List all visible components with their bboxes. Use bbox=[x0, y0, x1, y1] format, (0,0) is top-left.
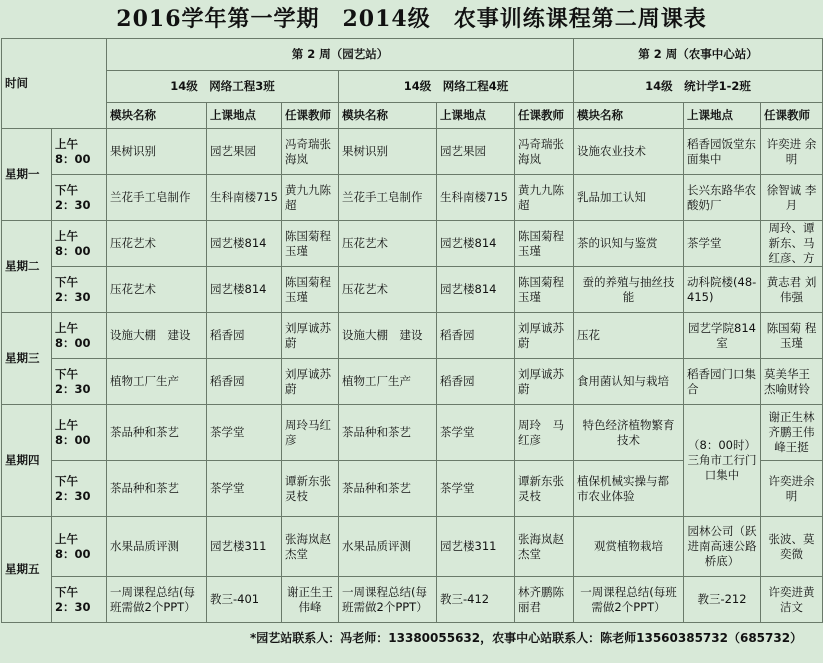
module-cell: 兰花手工皂制作 bbox=[339, 175, 437, 221]
session-pm: 下午 2：30 bbox=[52, 359, 107, 405]
module-cell: 一周课程总结(每班需做2个PPT） bbox=[574, 577, 684, 623]
location-cell: 茶学堂 bbox=[207, 461, 282, 517]
schedule-table bbox=[1, 38, 823, 623]
teacher-cell: 谭新东张灵枝 bbox=[515, 461, 574, 517]
teacher-cell: 黄九九陈超 bbox=[282, 175, 339, 221]
location-cell: 稻香园 bbox=[437, 359, 515, 405]
module-cell: 一周课程总结(每班需做2个PPT） bbox=[339, 577, 437, 623]
module-cell: 特色经济植物繁育技术 bbox=[574, 405, 684, 461]
teacher-cell: 林齐鹏陈丽君 bbox=[515, 577, 574, 623]
module-cell: 兰花手工皂制作 bbox=[107, 175, 207, 221]
location-cell: 茶学堂 bbox=[437, 405, 515, 461]
module-cell: 蚕的养殖与抽丝技能 bbox=[574, 267, 684, 313]
location-cell: 生科南楼715 bbox=[437, 175, 515, 221]
module-cell: 植物工厂生产 bbox=[107, 359, 207, 405]
contact-footer: *园艺站联系人：冯老师：13380055632，农事中心站联系人：陈老师13560385732（685732） bbox=[250, 631, 803, 645]
location-cell: 动科院楼(48-415) bbox=[684, 267, 761, 313]
session-am: 上午 8：00 bbox=[52, 517, 107, 577]
module-cell: 设施农业技术 bbox=[574, 129, 684, 175]
session-pm: 下午 2：30 bbox=[52, 461, 107, 517]
col-module-1: 模块名称 bbox=[107, 103, 207, 129]
location-cell: 生科南楼715 bbox=[207, 175, 282, 221]
module-cell: 设施大棚 建设 bbox=[107, 313, 207, 359]
teacher-cell: 陈国菊程玉瑾 bbox=[515, 267, 574, 313]
teacher-cell: 周玲 马红彦 bbox=[515, 405, 574, 461]
col-location-2: 上课地点 bbox=[437, 103, 515, 129]
module-cell: 压花艺术 bbox=[339, 221, 437, 267]
table-row bbox=[2, 405, 823, 461]
teacher-cell: 许奕进 余明 bbox=[761, 129, 823, 175]
location-cell: 园艺果园 bbox=[207, 129, 282, 175]
teacher-cell: 刘厚诚苏蔚 bbox=[515, 313, 574, 359]
location-cell: 园艺楼814 bbox=[437, 221, 515, 267]
module-cell: 压花艺术 bbox=[339, 267, 437, 313]
location-cell: 教三-401 bbox=[207, 577, 282, 623]
module-cell: 果树识别 bbox=[339, 129, 437, 175]
module-cell: 压花艺术 bbox=[107, 221, 207, 267]
module-cell: 一周课程总结(每班需做2个PPT） bbox=[107, 577, 207, 623]
time-header: 时间 bbox=[2, 39, 107, 129]
col-location-1: 上课地点 bbox=[207, 103, 282, 129]
module-cell: 茶品种和茶艺 bbox=[339, 405, 437, 461]
location-cell: 教三-412 bbox=[437, 577, 515, 623]
module-cell: 茶品种和茶艺 bbox=[107, 461, 207, 517]
location-cell: 稻香园 bbox=[207, 359, 282, 405]
module-cell: 水果品质评测 bbox=[339, 517, 437, 577]
week-header-yuanyi: 第 2 周（园艺站） bbox=[107, 39, 574, 71]
class-header-3: 14级 统计学1-2班 bbox=[574, 71, 823, 103]
location-cell: 茶学堂 bbox=[207, 405, 282, 461]
module-cell: 植物工厂生产 bbox=[339, 359, 437, 405]
module-cell: 压花艺术 bbox=[107, 267, 207, 313]
table-row bbox=[2, 517, 823, 577]
day-label: 星期三 bbox=[2, 313, 52, 405]
module-cell: 水果品质评测 bbox=[107, 517, 207, 577]
module-cell: 观赏植物栽培 bbox=[574, 517, 684, 577]
module-cell: 乳品加工认知 bbox=[574, 175, 684, 221]
teacher-cell: 黄志君 刘伟强 bbox=[761, 267, 823, 313]
teacher-cell: 莫美华王杰喻财铃 bbox=[761, 359, 823, 405]
location-cell: 园艺楼814 bbox=[437, 267, 515, 313]
module-cell: 茶的识知与鉴赏 bbox=[574, 221, 684, 267]
location-cell: 园艺楼311 bbox=[437, 517, 515, 577]
teacher-cell: 张波、莫奕微 bbox=[761, 517, 823, 577]
table-row bbox=[2, 577, 823, 623]
col-teacher-2: 任课教师 bbox=[515, 103, 574, 129]
table-row bbox=[2, 175, 823, 221]
table-row bbox=[2, 267, 823, 313]
module-cell: 果树识别 bbox=[107, 129, 207, 175]
teacher-cell: 张海岚赵杰堂 bbox=[515, 517, 574, 577]
location-cell: 茶学堂 bbox=[437, 461, 515, 517]
module-cell: 压花 bbox=[574, 313, 684, 359]
col-module-3: 模块名称 bbox=[574, 103, 684, 129]
location-cell: 园艺楼814 bbox=[207, 221, 282, 267]
col-module-2: 模块名称 bbox=[339, 103, 437, 129]
table-row bbox=[2, 221, 823, 267]
col-teacher-1: 任课教师 bbox=[282, 103, 339, 129]
table-row bbox=[2, 129, 823, 175]
day-label: 星期五 bbox=[2, 517, 52, 623]
teacher-cell: 刘厚诚苏蔚 bbox=[282, 359, 339, 405]
location-cell: 园艺果园 bbox=[437, 129, 515, 175]
table-row bbox=[2, 359, 823, 405]
teacher-cell: 陈国菊程玉瑾 bbox=[515, 221, 574, 267]
location-cell: 茶学堂 bbox=[684, 221, 761, 267]
location-cell: 园艺学院814室 bbox=[684, 313, 761, 359]
teacher-cell: 周玲、谭新东、马红彦、方 bbox=[761, 221, 823, 267]
module-cell: 食用菌认知与栽培 bbox=[574, 359, 684, 405]
teacher-cell: 冯奇瑞张海岚 bbox=[515, 129, 574, 175]
teacher-cell: 张海岚赵杰堂 bbox=[282, 517, 339, 577]
page-title: 2016学年第一学期 2014级 农事训练课程第二周课表 bbox=[116, 6, 707, 32]
teacher-cell: 周玲马红彦 bbox=[282, 405, 339, 461]
location-cell: 稻香园饭堂东面集中 bbox=[684, 129, 761, 175]
col-location-3: 上课地点 bbox=[684, 103, 761, 129]
session-am: 上午 8：00 bbox=[52, 129, 107, 175]
teacher-cell: 陈国菊 程玉瑾 bbox=[761, 313, 823, 359]
location-cell: 稻香园门口集合 bbox=[684, 359, 761, 405]
day-label: 星期四 bbox=[2, 405, 52, 517]
teacher-cell: 刘厚诚苏蔚 bbox=[515, 359, 574, 405]
module-cell: 植保机械实操与都市农业体验 bbox=[574, 461, 684, 517]
teacher-cell: 谭新东张灵枝 bbox=[282, 461, 339, 517]
location-cell: 园艺楼814 bbox=[207, 267, 282, 313]
location-cell: 教三-212 bbox=[684, 577, 761, 623]
teacher-cell: 陈国菊程玉瑾 bbox=[282, 221, 339, 267]
col-teacher-3: 任课教师 bbox=[761, 103, 823, 129]
table-row bbox=[2, 313, 823, 359]
week-header-nongshi: 第 2 周（农事中心站） bbox=[574, 39, 823, 71]
teacher-cell: 徐智诚 李月 bbox=[761, 175, 823, 221]
day-label: 星期一 bbox=[2, 129, 52, 221]
session-am: 上午 8：00 bbox=[52, 221, 107, 267]
location-cell: 园林公司（跃进南高速公路桥底） bbox=[684, 517, 761, 577]
session-am: 上午 8：00 bbox=[52, 313, 107, 359]
location-cell: 长兴东路华农酸奶厂 bbox=[684, 175, 761, 221]
teacher-cell: 陈国菊程玉瑾 bbox=[282, 267, 339, 313]
class-header-1: 14级 网络工程3班 bbox=[107, 71, 339, 103]
day-label: 星期二 bbox=[2, 221, 52, 313]
session-pm: 下午 2：30 bbox=[52, 267, 107, 313]
teacher-cell: 冯奇瑞张海岚 bbox=[282, 129, 339, 175]
session-pm: 下午 2：30 bbox=[52, 175, 107, 221]
teacher-cell: 许奕进黄洁文 bbox=[761, 577, 823, 623]
module-cell: 设施大棚 建设 bbox=[339, 313, 437, 359]
teacher-cell: 黄九九陈超 bbox=[515, 175, 574, 221]
location-cell: 园艺楼311 bbox=[207, 517, 282, 577]
module-cell: 茶品种和茶艺 bbox=[339, 461, 437, 517]
location-cell: 稻香园 bbox=[437, 313, 515, 359]
session-pm: 下午 2：30 bbox=[52, 577, 107, 623]
session-am: 上午 8：00 bbox=[52, 405, 107, 461]
teacher-cell: 谢正生王伟峰 bbox=[282, 577, 339, 623]
module-cell: 茶品种和茶艺 bbox=[107, 405, 207, 461]
location-cell-merged: （8：00时）三角市工行门口集中 bbox=[684, 405, 761, 517]
class-header-2: 14级 网络工程4班 bbox=[339, 71, 574, 103]
teacher-cell: 刘厚诚苏蔚 bbox=[282, 313, 339, 359]
teacher-cell: 谢正生林齐鹏王伟峰王挺 bbox=[761, 405, 823, 461]
location-cell: 稻香园 bbox=[207, 313, 282, 359]
teacher-cell: 许奕进余明 bbox=[761, 461, 823, 517]
